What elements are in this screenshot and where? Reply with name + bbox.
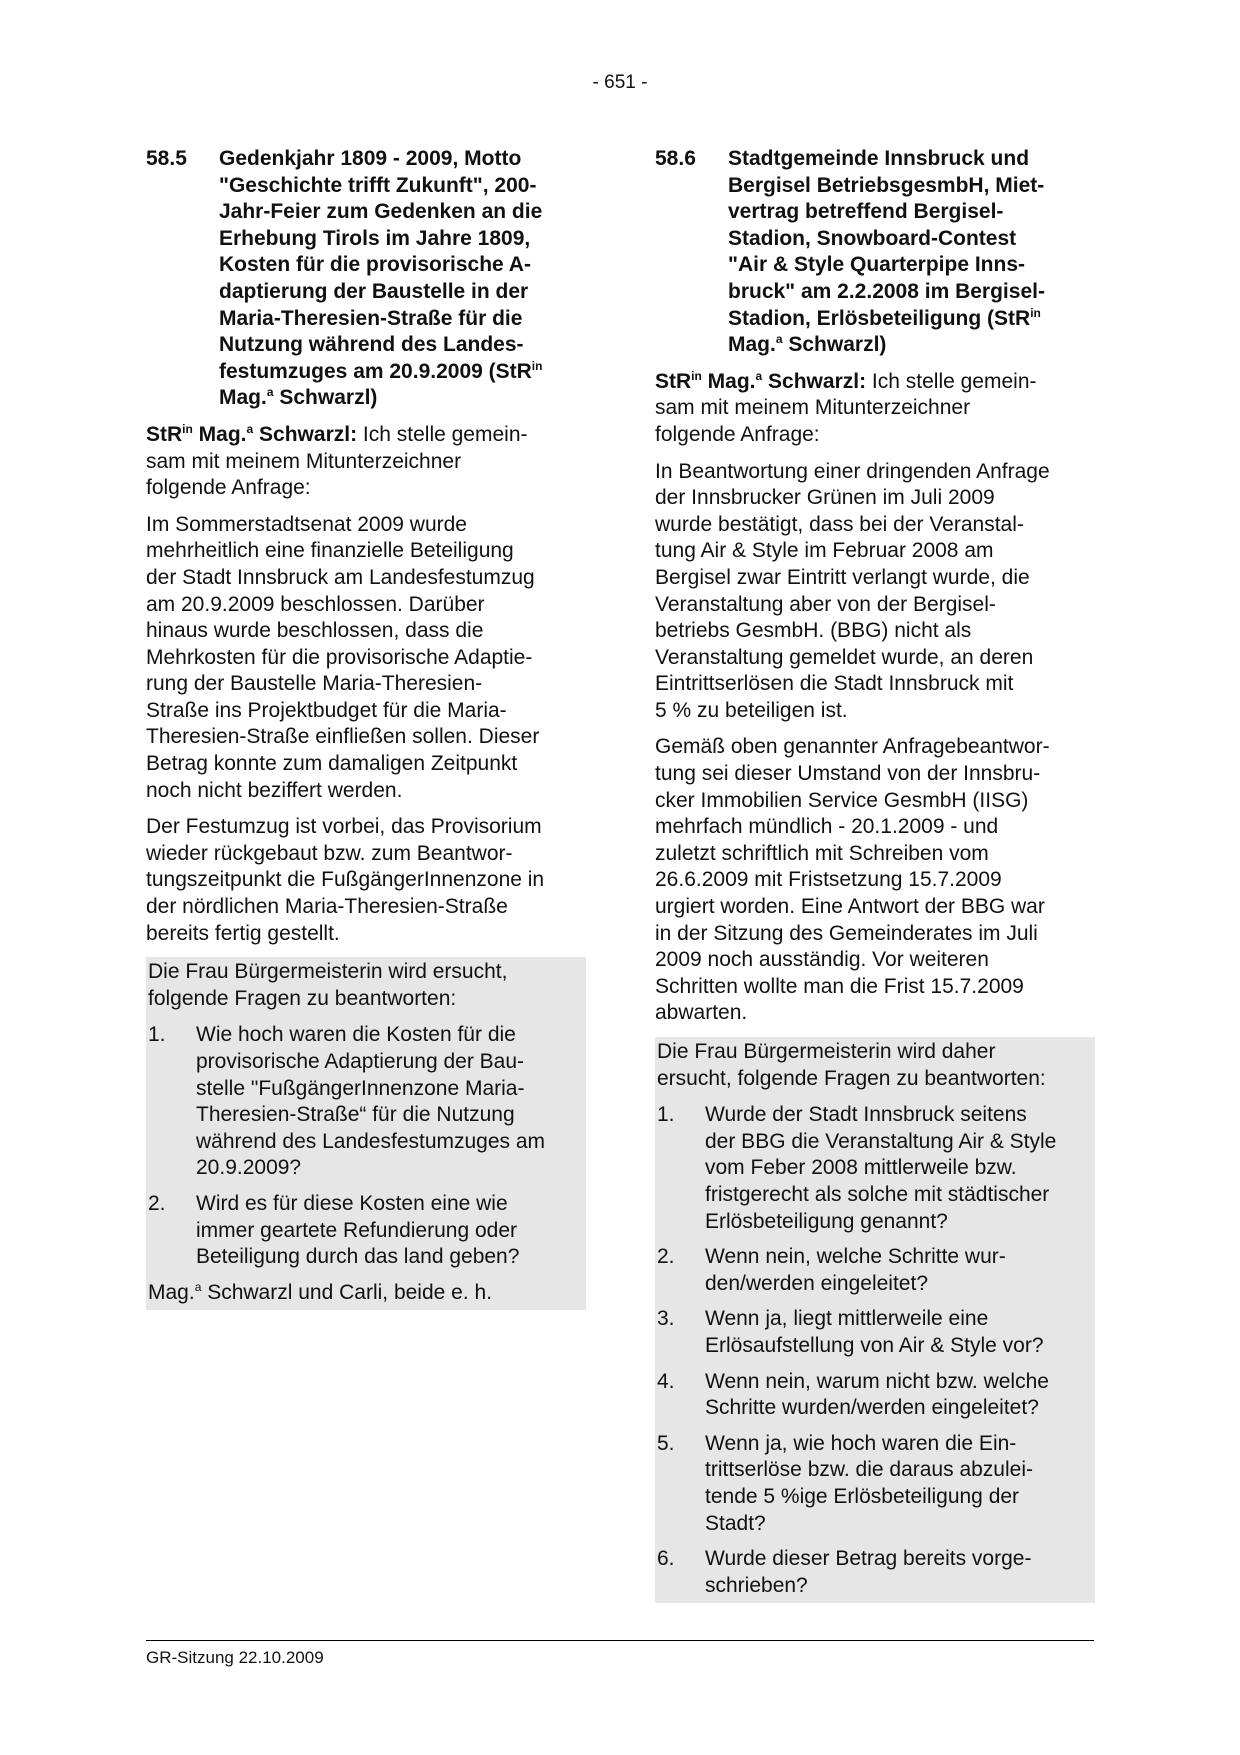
speaker: StR$^{in}$ Mag.$^a$ Schwarzl: <box>146 421 358 446</box>
signature: Mag.$^a$ Schwarzl und Carli, beide e. h. <box>148 1279 493 1304</box>
question-text: Wenn ja, liegt mittlerweile eine Erlösaufstellung von Air & Style vor? <box>705 1307 1044 1357</box>
title-text: Stadion, Erlösbeteiligung (StR <box>728 306 1031 330</box>
intro-line: folgende Anfrage: <box>146 476 311 500</box>
agenda-item-number: 58.6 <box>655 147 696 170</box>
title-line: Erhebung Tirols im Jahre 1809, <box>219 226 531 250</box>
text-line: Schritten wollte man die Frist 15.7.2009 <box>655 974 1024 998</box>
intro-line: sam mit meinem Mitunterzeichner <box>655 396 971 420</box>
title-text: festumzuges am 20.9.2009 (StR <box>219 359 532 383</box>
questions-box <box>146 957 586 1310</box>
title-line <box>728 306 1095 333</box>
body-paragraph <box>655 459 1095 725</box>
title-line: Jahr-Feier zum Gedenken an die <box>219 200 543 224</box>
superscript: in <box>531 358 543 373</box>
text-line: rung der Baustelle Maria-Theresien- <box>146 672 483 696</box>
text-line: Theresien-Straße einfließen sollen. Dieser <box>146 725 540 749</box>
body-paragraph <box>146 512 586 805</box>
intro-paragraph <box>655 369 1095 449</box>
text-line: hinaus wurde beschlossen, dass die <box>146 619 484 643</box>
intro-line: folgende Anfrage: <box>655 422 820 446</box>
title-line: Gedenkjahr 1809 - 2009, Motto <box>219 147 522 170</box>
question-number: 6. <box>657 1547 675 1571</box>
text-line: betriebs GesmbH. (BBG) nicht als <box>655 619 972 643</box>
text-line: Betrag konnte zum damaligen Zeitpunkt <box>146 752 518 776</box>
title-text: Schwarzl) <box>782 333 887 357</box>
text-line: mehrheitlich eine finanzielle Beteiligung <box>146 539 514 563</box>
footer-text: GR-Sitzung 22.10.2009 <box>146 1648 324 1667</box>
text-line: am 20.9.2009 beschlossen. Darüber <box>146 592 485 616</box>
text-line: tung Air & Style im Februar 2008 am <box>655 539 994 563</box>
body-paragraph <box>655 734 1095 1027</box>
superscript: in <box>1030 305 1041 320</box>
text-line: zuletzt schriftlich mit Schreiben vom <box>655 841 989 865</box>
question-item <box>655 1102 1095 1235</box>
questions-box <box>655 1037 1095 1603</box>
question-item <box>655 1546 1095 1599</box>
text-line: wieder rückgebaut bzw. zum Beantwor- <box>146 841 513 865</box>
intro-paragraph <box>146 422 586 502</box>
question-number: 1. <box>148 1023 166 1047</box>
text-line: der Stadt Innsbruck am Landesfestumzug <box>146 565 535 589</box>
question-number: 5. <box>657 1431 675 1455</box>
question-text: Wird es für diese Kosten eine wie immer geartete Refundierung oder Beteiligung durch das land geben? <box>196 1191 520 1269</box>
intro-line <box>146 422 586 449</box>
superscript: a <box>775 332 783 347</box>
text-line: mehrfach mündlich - 20.1.2009 - und <box>655 815 999 839</box>
text-line: in der Sitzung des Gemeinderates im Juli <box>655 921 1038 945</box>
agenda-item-heading <box>146 146 586 412</box>
text-line: abwarten. <box>655 1001 748 1025</box>
question-item <box>655 1369 1095 1422</box>
body-paragraph <box>146 814 586 947</box>
text-line: Bergisel zwar Eintritt verlangt wurde, die <box>655 565 1030 589</box>
text-line: 5 % zu beteiligen ist. <box>655 698 848 722</box>
left-column <box>146 146 586 1310</box>
question-text: Wie hoch waren die Kosten für die provisorische Adaptierung der Bau- stelle "FußgängerInnenzone Maria- Theresien-Straße“ für die Nutzung während des Landesfestumzuges am 20.9.2009? <box>196 1023 546 1180</box>
footer-divider <box>146 1640 1094 1641</box>
title-text: Mag. <box>219 386 267 410</box>
question-number: 4. <box>657 1369 675 1393</box>
title-line: Nutzung während des Landes- <box>219 333 524 357</box>
title-line: Stadion, Snowboard-Contest <box>728 226 1017 250</box>
title-line: "Geschichte trifft Zukunft", 200- <box>219 173 537 197</box>
request-paragraph <box>657 1039 1095 1092</box>
page-number: - 651 - <box>592 72 648 93</box>
question-number: 2. <box>148 1191 166 1215</box>
title-line <box>728 332 1095 359</box>
text-line: ersucht, folgende Fragen zu beantworten: <box>657 1066 1046 1090</box>
text-line: noch nicht beziffert werden. <box>146 778 403 802</box>
question-item <box>146 1191 586 1271</box>
agenda-item-title <box>219 146 586 412</box>
text-line: In Beantwortung einer dringenden Anfrage <box>655 459 1050 483</box>
text-line: bereits fertig gestellt. <box>146 921 340 945</box>
title-line <box>219 385 586 412</box>
text-line: der nördlichen Maria-Theresien-Straße <box>146 895 508 919</box>
intro-line: sam mit meinem Mitunterzeichner <box>146 449 462 473</box>
question-text: Wurde dieser Betrag bereits vorge- schrieben? <box>705 1547 1032 1597</box>
text-line: tung sei dieser Umstand von der Innsbru- <box>655 762 1041 786</box>
text-line: der Innsbrucker Grünen im Juli 2009 <box>655 486 995 510</box>
question-item <box>655 1244 1095 1297</box>
text-line: Straße ins Projektbudget für die Maria- <box>146 698 507 722</box>
title-line: "Air & Style Quarterpipe Inns- <box>728 253 1026 277</box>
title-line: Maria-Theresien-Straße für die <box>219 306 523 330</box>
text-line: folgende Fragen zu beantworten: <box>148 986 457 1010</box>
question-number: 3. <box>657 1307 675 1331</box>
text-line: tungszeitpunkt die FußgängerInnenzone in <box>146 868 545 892</box>
agenda-item-number: 58.5 <box>146 147 187 170</box>
question-text: Wenn nein, welche Schritte wur- den/werden eingeleitet? <box>705 1245 1006 1295</box>
question-number: 1. <box>657 1103 675 1127</box>
title-line <box>219 359 586 386</box>
superscript: a <box>266 385 274 400</box>
question-text: Wenn ja, wie hoch waren die Ein- trittserlöse bzw. die daraus abzulei- tende 5 %ige Erlösbeteiligung der Stadt? <box>705 1431 1033 1535</box>
text-line: wurde bestätigt, dass bei der Veranstal- <box>655 512 1024 536</box>
question-text: Wenn nein, warum nicht bzw. welche Schritte wurden/werden eingeleitet? <box>705 1369 1049 1420</box>
text-line: Mehrkosten für die provisorische Adaptie- <box>146 645 533 669</box>
agenda-item-heading <box>655 146 1095 359</box>
title-line: bruck" am 2.2.2008 im Bergisel- <box>728 279 1045 303</box>
question-text: Wurde der Stadt Innsbruck seitens der BBG die Veranstaltung Air & Style vom Feber 2008 mittlerweile bzw. fristgerecht als solche mit städtischer Erlösbeteiligung genannt? <box>705 1103 1057 1233</box>
question-item <box>655 1306 1095 1359</box>
text-line: Die Frau Bürgermeisterin wird daher <box>657 1040 996 1063</box>
title-line: daptierung der Baustelle in der <box>219 279 529 303</box>
text-line: Veranstaltung gemeldet wurde, an deren <box>655 645 1034 669</box>
intro-text: Ich stelle gemein- <box>357 422 528 446</box>
text-line: cker Immobilien Service GesmbH (IISG) <box>655 788 1029 812</box>
text-line: 26.6.2009 mit Fristsetzung 15.7.2009 <box>655 868 1002 892</box>
text-line: Gemäß oben genannter Anfragebeantwor- <box>655 735 1050 759</box>
speaker: StR$^{in}$ Mag.$^a$ Schwarzl: <box>655 368 867 393</box>
text-line: urgiert worden. Eine Antwort der BBG war <box>655 895 1045 919</box>
intro-line <box>655 369 1095 396</box>
question-item <box>655 1431 1095 1537</box>
question-item <box>146 1022 586 1182</box>
title-line: Kosten für die provisorische A- <box>219 253 531 277</box>
text-line: Veranstaltung aber von der Bergisel- <box>655 592 996 616</box>
request-paragraph <box>148 959 586 1012</box>
title-text: Mag. <box>728 333 776 357</box>
title-line: Stadtgemeinde Innsbruck und <box>728 147 1030 170</box>
title-text: Schwarzl) <box>273 386 378 410</box>
intro-text: Ich stelle gemein- <box>866 369 1037 393</box>
text-line: Eintrittserlösen die Stadt Innsbruck mit <box>655 672 1014 696</box>
text-line: Im Sommerstadtsenat 2009 wurde <box>146 512 467 536</box>
text-line: Der Festumzug ist vorbei, das Provisorium <box>146 815 542 839</box>
agenda-item-title <box>728 146 1095 359</box>
question-number: 2. <box>657 1245 675 1269</box>
text-line: Die Frau Bürgermeisterin wird ersucht, <box>148 960 508 984</box>
title-line: vertrag betreffend Bergisel- <box>728 200 1004 224</box>
text-line: 2009 noch ausständig. Vor weiteren <box>655 948 989 972</box>
title-line: Bergisel BetriebsgesmbH, Miet- <box>728 173 1045 197</box>
right-column <box>655 146 1095 1603</box>
